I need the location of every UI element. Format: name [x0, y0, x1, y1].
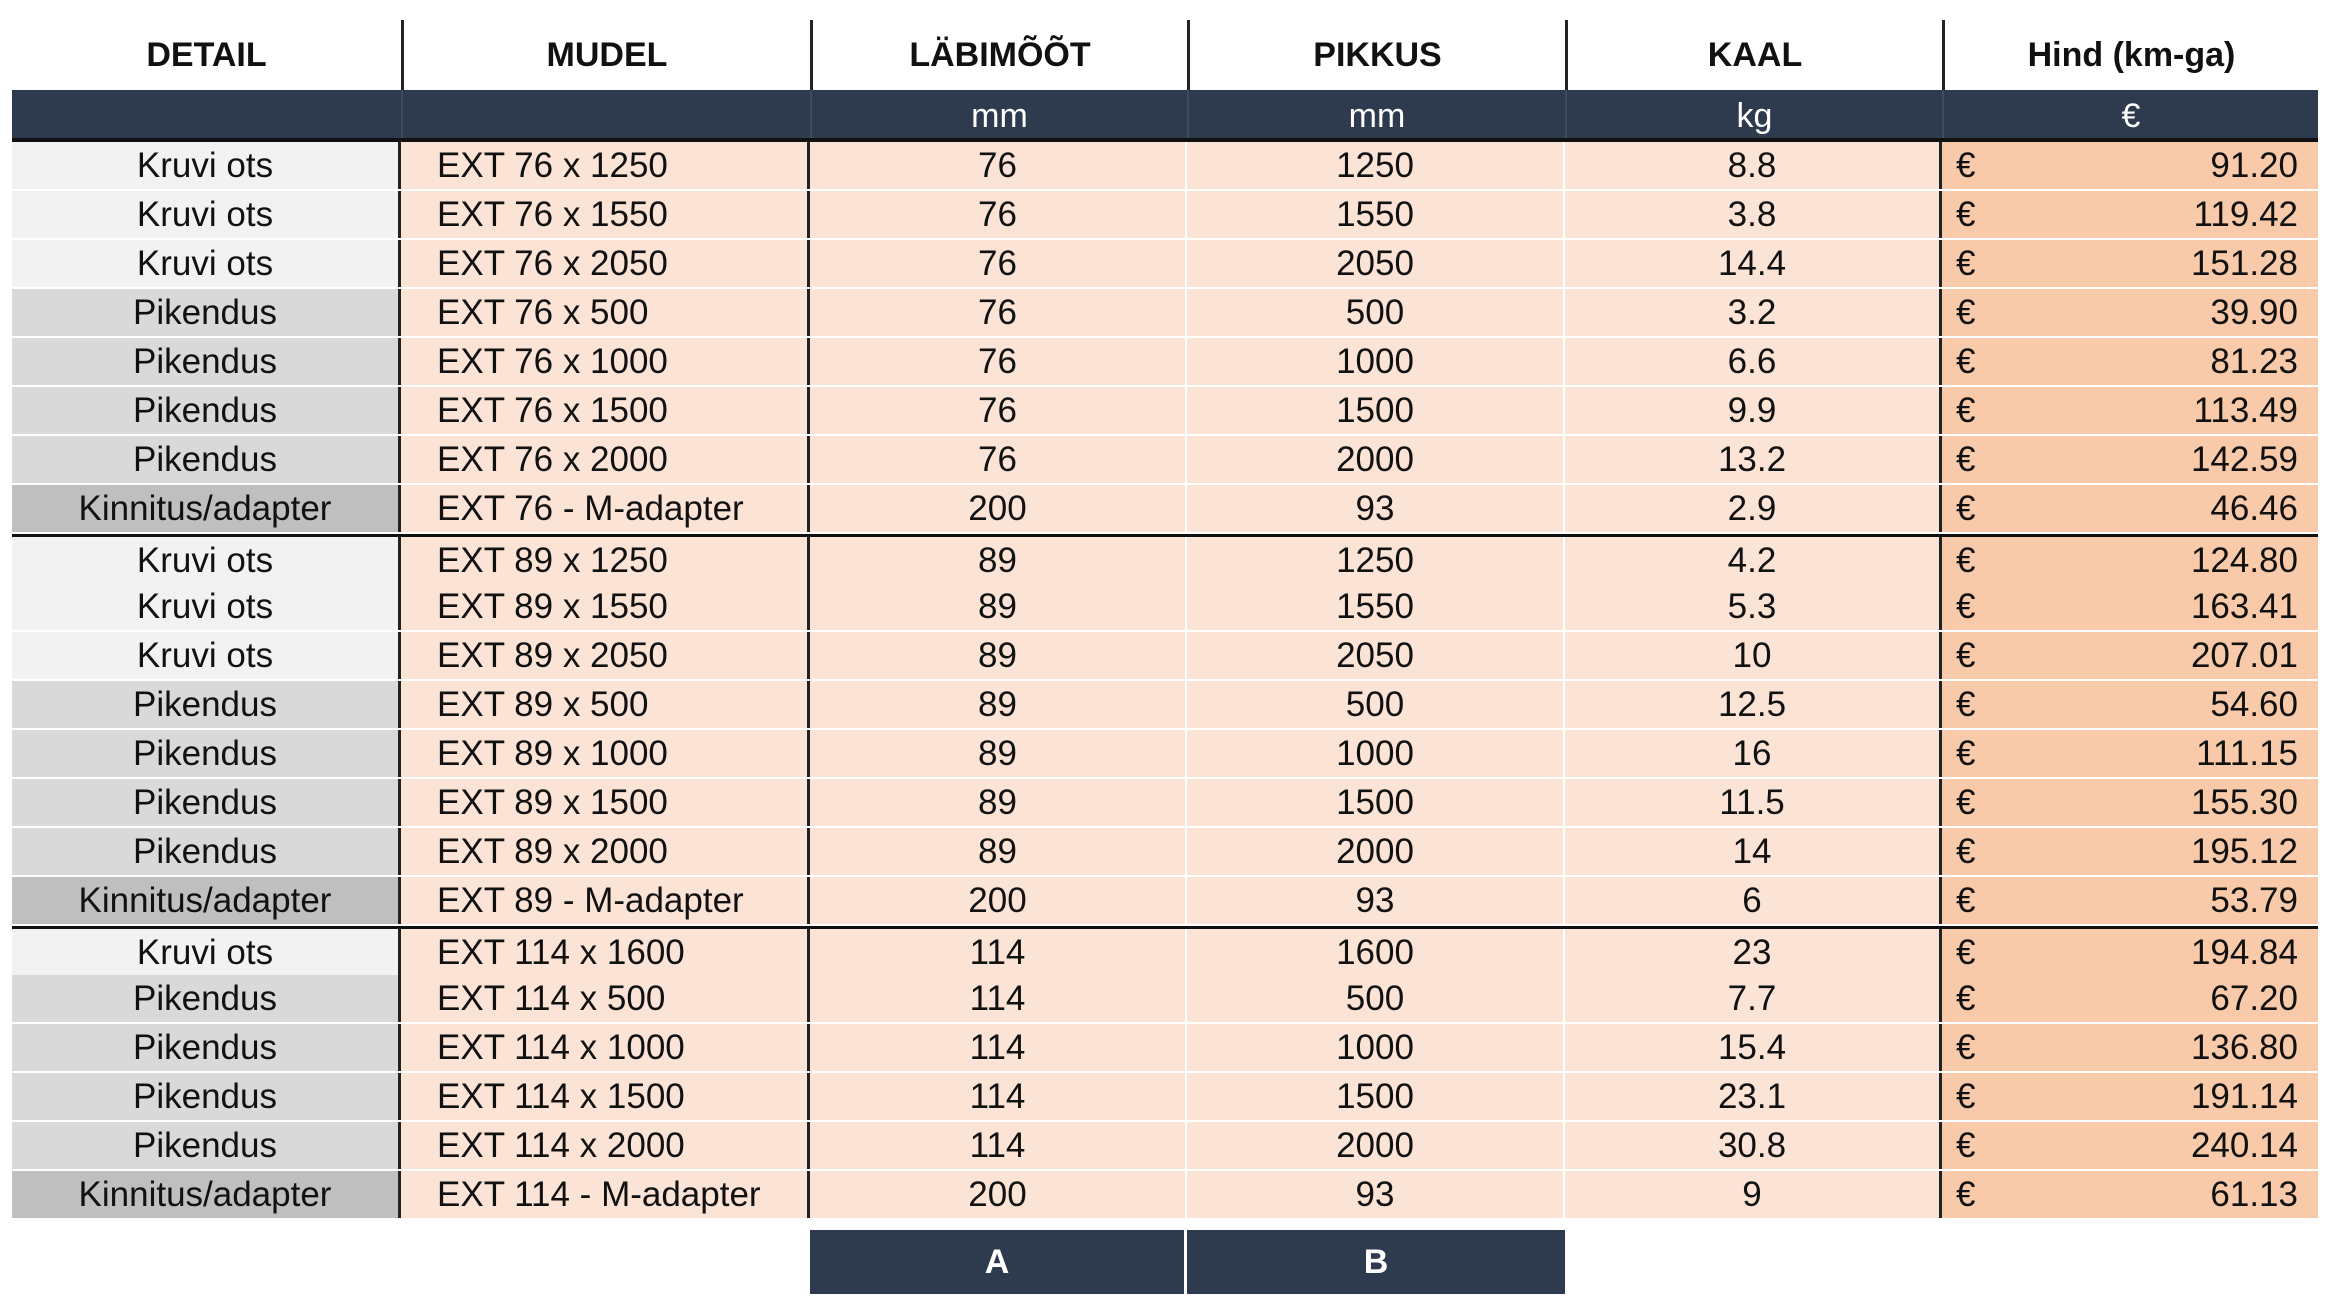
cell-model: EXT 114 x 500: [401, 975, 810, 1022]
unit-detail: [12, 90, 401, 138]
cell-detail: Kruvi ots: [12, 929, 401, 976]
currency-symbol: €: [1956, 145, 1976, 185]
cell-price: [1942, 779, 2318, 826]
cell-weight: 6: [1565, 877, 1942, 924]
price-value: 163.41: [2190, 586, 2298, 626]
cell-detail: Kruvi ots: [12, 191, 401, 238]
table-row: [12, 583, 2318, 632]
cell-diameter: 114: [810, 1024, 1187, 1071]
cell-weight: 23: [1565, 929, 1942, 976]
cell-length: 1600: [1187, 929, 1565, 976]
table-row: [12, 1122, 2318, 1171]
unit-diameter: mm: [810, 90, 1187, 138]
cell-detail: Pikendus: [12, 730, 401, 777]
cell-detail: Pikendus: [12, 681, 401, 728]
cell-diameter: 89: [810, 537, 1187, 584]
cell-model: EXT 76 x 1250: [401, 142, 810, 189]
currency-symbol: €: [1956, 932, 1976, 972]
cell-length: 500: [1187, 975, 1565, 1022]
cell-weight: 23.1: [1565, 1073, 1942, 1120]
cell-detail: Kruvi ots: [12, 632, 401, 679]
cell-diameter: 76: [810, 142, 1187, 189]
cell-weight: 9: [1565, 1171, 1942, 1218]
cell-model: EXT 76 x 2000: [401, 436, 810, 483]
cell-diameter: 89: [810, 779, 1187, 826]
cell-detail: Pikendus: [12, 779, 401, 826]
price-value: 61.13: [2210, 1174, 2298, 1214]
cell-diameter: 200: [810, 1171, 1187, 1218]
table-row: [12, 828, 2318, 877]
cell-weight: 2.9: [1565, 485, 1942, 532]
cell-model: EXT 89 x 1500: [401, 779, 810, 826]
unit-weight: kg: [1565, 90, 1942, 138]
price-value: 54.60: [2210, 684, 2298, 724]
table-row: [12, 387, 2318, 436]
header-row: [12, 20, 2318, 90]
unit-model: [401, 90, 810, 138]
table-row: [12, 485, 2318, 534]
table-row: [12, 534, 2318, 583]
price-table: [12, 20, 2318, 1220]
cell-weight: 5.3: [1565, 583, 1942, 630]
price-value: 81.23: [2210, 341, 2298, 381]
cell-length: 1250: [1187, 537, 1565, 584]
cell-model: EXT 89 x 1250: [401, 537, 810, 584]
cell-price: [1942, 1073, 2318, 1120]
cell-diameter: 200: [810, 877, 1187, 924]
price-value: 124.80: [2190, 540, 2298, 580]
cell-price: [1942, 828, 2318, 875]
header-weight: KAAL: [1565, 20, 1942, 90]
header-price: Hind (km-ga): [1942, 20, 2318, 90]
cell-price: [1942, 537, 2318, 584]
table-row: [12, 436, 2318, 485]
table-row: [12, 632, 2318, 681]
cell-weight: 4.2: [1565, 537, 1942, 584]
cell-diameter: 114: [810, 929, 1187, 976]
cell-weight: 10: [1565, 632, 1942, 679]
cell-weight: 6.6: [1565, 338, 1942, 385]
cell-length: 1550: [1187, 191, 1565, 238]
cell-diameter: 89: [810, 828, 1187, 875]
cell-weight: 13.2: [1565, 436, 1942, 483]
cell-model: EXT 89 - M-adapter: [401, 877, 810, 924]
cell-length: 500: [1187, 289, 1565, 336]
table-row: [12, 338, 2318, 387]
price-value: 119.42: [2193, 194, 2298, 234]
legend-b: B: [1187, 1230, 1565, 1294]
currency-symbol: €: [1956, 341, 1976, 381]
units-row: [12, 90, 2318, 138]
cell-diameter: 76: [810, 436, 1187, 483]
cell-model: EXT 76 x 1500: [401, 387, 810, 434]
cell-length: 2050: [1187, 632, 1565, 679]
cell-weight: 30.8: [1565, 1122, 1942, 1169]
cell-detail: Pikendus: [12, 975, 401, 1022]
cell-detail: Kinnitus/adapter: [12, 1171, 401, 1218]
cell-price: [1942, 1171, 2318, 1218]
header-diameter: LÄBIMÕÕT: [810, 20, 1187, 90]
price-value: 91.20: [2210, 145, 2298, 185]
table-row: [12, 240, 2318, 289]
cell-detail: Kruvi ots: [12, 142, 401, 189]
price-value: 136.80: [2190, 1027, 2298, 1067]
cell-price: [1942, 877, 2318, 924]
currency-symbol: €: [1956, 390, 1976, 430]
cell-weight: 11.5: [1565, 779, 1942, 826]
table-row: [12, 975, 2318, 1024]
cell-length: 1500: [1187, 779, 1565, 826]
price-value: 53.79: [2210, 880, 2298, 920]
table-row: [12, 779, 2318, 828]
price-value: 194.84: [2190, 932, 2298, 972]
cell-detail: Pikendus: [12, 387, 401, 434]
cell-model: EXT 76 x 2050: [401, 240, 810, 287]
cell-length: 500: [1187, 681, 1565, 728]
price-value: 142.59: [2190, 439, 2298, 479]
cell-price: [1942, 191, 2318, 238]
cell-length: 1000: [1187, 338, 1565, 385]
cell-length: 93: [1187, 1171, 1565, 1218]
currency-symbol: €: [1956, 635, 1976, 675]
cell-diameter: 89: [810, 730, 1187, 777]
cell-detail: Kinnitus/adapter: [12, 877, 401, 924]
cell-price: [1942, 730, 2318, 777]
cell-price: [1942, 338, 2318, 385]
unit-length: mm: [1187, 90, 1565, 138]
cell-price: [1942, 289, 2318, 336]
cell-diameter: 76: [810, 387, 1187, 434]
table-row: [12, 289, 2318, 338]
cell-diameter: 76: [810, 338, 1187, 385]
table-body: [12, 138, 2318, 1220]
cell-weight: 3.8: [1565, 191, 1942, 238]
cell-weight: 12.5: [1565, 681, 1942, 728]
table-row: [12, 1073, 2318, 1122]
cell-price: [1942, 387, 2318, 434]
cell-weight: 15.4: [1565, 1024, 1942, 1071]
table-row: [12, 191, 2318, 240]
price-value: 207.01: [2190, 635, 2298, 675]
cell-model: EXT 89 x 1000: [401, 730, 810, 777]
header-detail: DETAIL: [12, 20, 401, 90]
cell-diameter: 89: [810, 632, 1187, 679]
price-value: 240.14: [2190, 1125, 2298, 1165]
legend-a: A: [810, 1230, 1187, 1294]
cell-model: EXT 89 x 500: [401, 681, 810, 728]
cell-model: EXT 76 x 1550: [401, 191, 810, 238]
currency-symbol: €: [1956, 243, 1976, 283]
currency-symbol: €: [1956, 782, 1976, 822]
cell-diameter: 89: [810, 681, 1187, 728]
cell-price: [1942, 240, 2318, 287]
cell-model: EXT 89 x 2000: [401, 828, 810, 875]
cell-detail: Kinnitus/adapter: [12, 485, 401, 532]
cell-price: [1942, 632, 2318, 679]
cell-length: 1500: [1187, 1073, 1565, 1120]
cell-diameter: 114: [810, 1073, 1187, 1120]
cell-model: EXT 114 x 2000: [401, 1122, 810, 1169]
cell-length: 93: [1187, 485, 1565, 532]
currency-symbol: €: [1956, 1027, 1976, 1067]
cell-model: EXT 114 x 1600: [401, 929, 810, 976]
currency-symbol: €: [1956, 978, 1976, 1018]
currency-symbol: €: [1956, 1125, 1976, 1165]
cell-detail: Kruvi ots: [12, 537, 401, 584]
cell-length: 93: [1187, 877, 1565, 924]
cell-price: [1942, 142, 2318, 189]
unit-price: €: [1942, 90, 2318, 138]
currency-symbol: €: [1956, 586, 1976, 626]
currency-symbol: €: [1956, 439, 1976, 479]
currency-symbol: €: [1956, 733, 1976, 773]
price-value: 151.28: [2190, 243, 2298, 283]
cell-diameter: 114: [810, 975, 1187, 1022]
cell-price: [1942, 1122, 2318, 1169]
price-value: 155.30: [2190, 782, 2298, 822]
cell-detail: Kruvi ots: [12, 583, 401, 630]
cell-diameter: 76: [810, 240, 1187, 287]
table-row: [12, 1024, 2318, 1073]
currency-symbol: €: [1956, 194, 1976, 234]
cell-weight: 8.8: [1565, 142, 1942, 189]
cell-price: [1942, 583, 2318, 630]
header-model: MUDEL: [401, 20, 810, 90]
cell-detail: Pikendus: [12, 436, 401, 483]
price-value: 46.46: [2210, 488, 2298, 528]
currency-symbol: €: [1956, 831, 1976, 871]
cell-length: 2000: [1187, 828, 1565, 875]
cell-weight: 3.2: [1565, 289, 1942, 336]
cell-model: EXT 89 x 1550: [401, 583, 810, 630]
cell-detail: Pikendus: [12, 828, 401, 875]
currency-symbol: €: [1956, 1076, 1976, 1116]
currency-symbol: €: [1956, 880, 1976, 920]
cell-model: EXT 114 x 1500: [401, 1073, 810, 1120]
cell-diameter: 89: [810, 583, 1187, 630]
currency-symbol: €: [1956, 540, 1976, 580]
cell-length: 1000: [1187, 1024, 1565, 1071]
cell-length: 1000: [1187, 730, 1565, 777]
cell-length: 1550: [1187, 583, 1565, 630]
table-row: [12, 142, 2318, 191]
cell-price: [1942, 1024, 2318, 1071]
cell-weight: 7.7: [1565, 975, 1942, 1022]
cell-detail: Pikendus: [12, 1024, 401, 1071]
header-length: PIKKUS: [1187, 20, 1565, 90]
currency-symbol: €: [1956, 1174, 1976, 1214]
cell-length: 1250: [1187, 142, 1565, 189]
price-value: 113.49: [2193, 390, 2298, 430]
currency-symbol: €: [1956, 488, 1976, 528]
cell-model: EXT 76 - M-adapter: [401, 485, 810, 532]
currency-symbol: €: [1956, 684, 1976, 724]
cell-price: [1942, 681, 2318, 728]
cell-diameter: 76: [810, 289, 1187, 336]
price-value: 191.14: [2190, 1076, 2298, 1116]
cell-diameter: 200: [810, 485, 1187, 532]
cell-model: EXT 114 x 1000: [401, 1024, 810, 1071]
cell-price: [1942, 929, 2318, 976]
price-value: 195.12: [2190, 831, 2298, 871]
dimension-legend: [810, 1230, 1565, 1294]
cell-detail: Pikendus: [12, 338, 401, 385]
price-value: 111.15: [2196, 733, 2298, 773]
currency-symbol: €: [1956, 292, 1976, 332]
price-value: 67.20: [2210, 978, 2298, 1018]
price-value: 39.90: [2210, 292, 2298, 332]
cell-detail: Kruvi ots: [12, 240, 401, 287]
cell-weight: 14.4: [1565, 240, 1942, 287]
cell-length: 2000: [1187, 436, 1565, 483]
cell-detail: Pikendus: [12, 289, 401, 336]
cell-model: EXT 89 x 2050: [401, 632, 810, 679]
table-row: [12, 926, 2318, 975]
cell-weight: 9.9: [1565, 387, 1942, 434]
cell-diameter: 76: [810, 191, 1187, 238]
cell-model: EXT 76 x 1000: [401, 338, 810, 385]
cell-diameter: 114: [810, 1122, 1187, 1169]
cell-weight: 14: [1565, 828, 1942, 875]
cell-detail: Pikendus: [12, 1073, 401, 1120]
cell-detail: Pikendus: [12, 1122, 401, 1169]
cell-model: EXT 114 - M-adapter: [401, 1171, 810, 1218]
cell-weight: 16: [1565, 730, 1942, 777]
table-row: [12, 877, 2318, 926]
table-row: [12, 1171, 2318, 1220]
cell-length: 2050: [1187, 240, 1565, 287]
table-row: [12, 681, 2318, 730]
cell-price: [1942, 485, 2318, 532]
table-row: [12, 730, 2318, 779]
cell-model: EXT 76 x 500: [401, 289, 810, 336]
cell-price: [1942, 436, 2318, 483]
cell-price: [1942, 975, 2318, 1022]
cell-length: 2000: [1187, 1122, 1565, 1169]
cell-length: 1500: [1187, 387, 1565, 434]
